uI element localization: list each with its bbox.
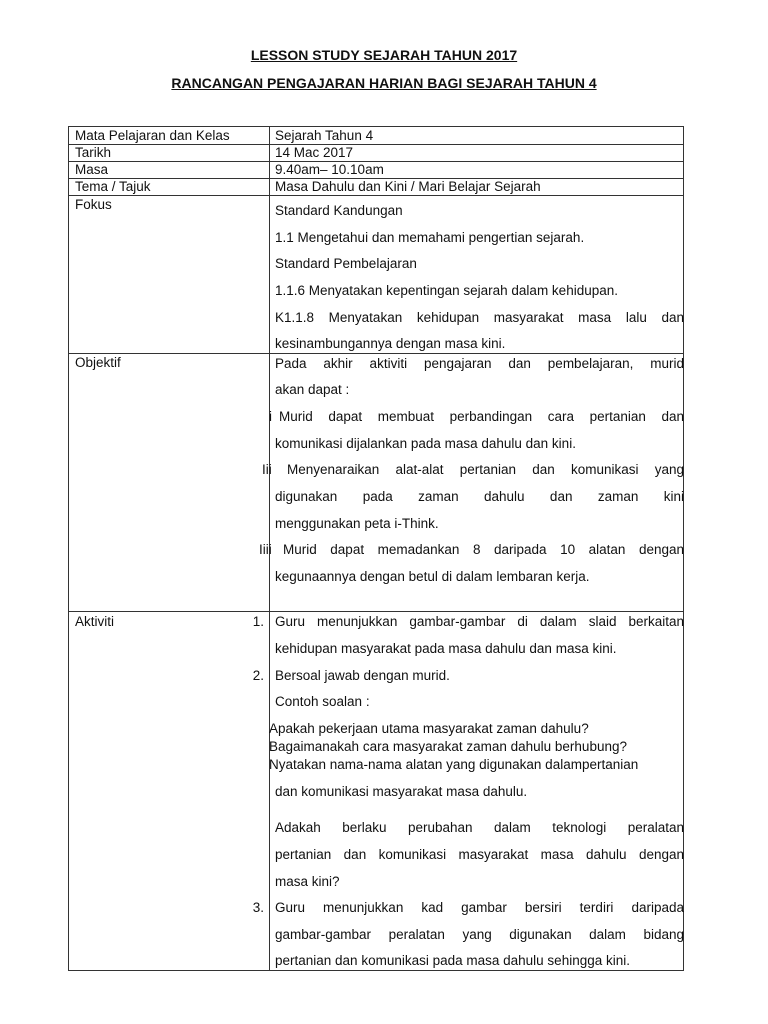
focus-line: Standard Kandungan [275, 203, 403, 218]
objective-line: akan dapat : [275, 382, 350, 397]
time-label: Masa [75, 162, 109, 177]
activity-line: Guru menunjukkan gambar-gambar di dalam slaid berkaitan [275, 614, 684, 629]
subject-value: Sejarah Tahun 4 [275, 128, 374, 143]
row-divider [69, 353, 683, 354]
time-value: 9.40am– 10.10am [275, 162, 384, 177]
objective-line: kegunaannya dengan betul di dalam lembaran kerja. [275, 569, 590, 584]
lesson-plan-table [68, 126, 684, 971]
document-subtitle: RANCANGAN PENGAJARAN HARIAN BAGI SEJARAH TAHUN 4 [171, 75, 597, 91]
objective-line: digunakan pada zaman dahulu dan zaman kini [275, 489, 684, 504]
activity-line: gambar-gambar peralatan yang digunakan dalam bidang [275, 927, 684, 942]
activity-number: 2. [252, 668, 264, 683]
activity-line: masa kini? [275, 874, 340, 889]
objective-marker: i [269, 409, 272, 424]
focus-line: kesinambungannya dengan masa kini. [275, 336, 506, 351]
date-value: 14 Mac 2017 [275, 145, 354, 160]
focus-line: K1.1.8 Menyatakan kehidupan masyarakat masa lalu dan [275, 310, 684, 325]
objective-label: Objektif [75, 355, 121, 370]
objective-line: Murid dapat membuat perbandingan cara pertanian dan [279, 409, 684, 424]
activity-line: Apakah pekerjaan utama masyarakat zaman dahulu? [269, 721, 589, 736]
activity-number: 1. [252, 614, 264, 629]
objective-line: Pada akhir aktiviti pengajaran dan pembelajaran, murid [275, 356, 684, 371]
date-label: Tarikh [75, 145, 112, 160]
activity-line: Bersoal jawab dengan murid. [275, 668, 450, 683]
activity-number: 3. [252, 900, 264, 915]
subject-label: Mata Pelajaran dan Kelas [75, 128, 230, 143]
activity-line: Nyatakan nama-nama alatan yang digunakan dalampertanian [269, 757, 639, 772]
row-divider [69, 195, 683, 196]
focus-line: 1.1.6 Menyatakan kepentingan sejarah dalam kehidupan. [275, 283, 618, 298]
focus-line: 1.1 Mengetahui dan memahami pengertian sejarah. [275, 230, 585, 245]
focus-line: Standard Pembelajaran [275, 256, 417, 271]
objective-marker: Iiii [259, 542, 272, 557]
activity-line: Contoh soalan : [275, 694, 370, 709]
row-divider [69, 144, 683, 145]
activity-line: kehidupan masyarakat pada masa dahulu dan masa kini. [275, 641, 617, 656]
theme-value: Masa Dahulu dan Kini / Mari Belajar Sejarah [275, 179, 541, 194]
activity-line: Adakah berlaku perubahan dalam teknologi peralatan [275, 820, 684, 835]
document-title: LESSON STUDY SEJARAH TAHUN 2017 [250, 47, 518, 63]
theme-label: Tema / Tajuk [75, 179, 151, 194]
row-divider [69, 611, 683, 612]
activity-line: pertanian dan komunikasi masyarakat masa dahulu dengan [275, 847, 684, 862]
focus-label: Fokus [75, 197, 112, 212]
activity-line: Bagaimanakah cara masyarakat zaman dahulu berhubung? [269, 739, 627, 754]
objective-line: komunikasi dijalankan pada masa dahulu dan kini. [275, 436, 576, 451]
activity-line: dan komunikasi masyarakat masa dahulu. [275, 784, 528, 799]
activity-line: Guru menunjukkan kad gambar bersiri terdiri daripada [275, 900, 684, 915]
activity-line: pertanian dan komunikasi pada masa dahulu sehingga kini. [275, 953, 630, 968]
objective-line: Murid dapat memadankan 8 daripada 10 alatan dengan [283, 542, 684, 557]
objective-marker: Iii [262, 462, 272, 477]
activity-label: Aktiviti [75, 614, 115, 629]
objective-line: menggunakan peta i-Think. [275, 516, 439, 531]
objective-line: Menyenaraikan alat-alat pertanian dan komunikasi yang [287, 462, 684, 477]
